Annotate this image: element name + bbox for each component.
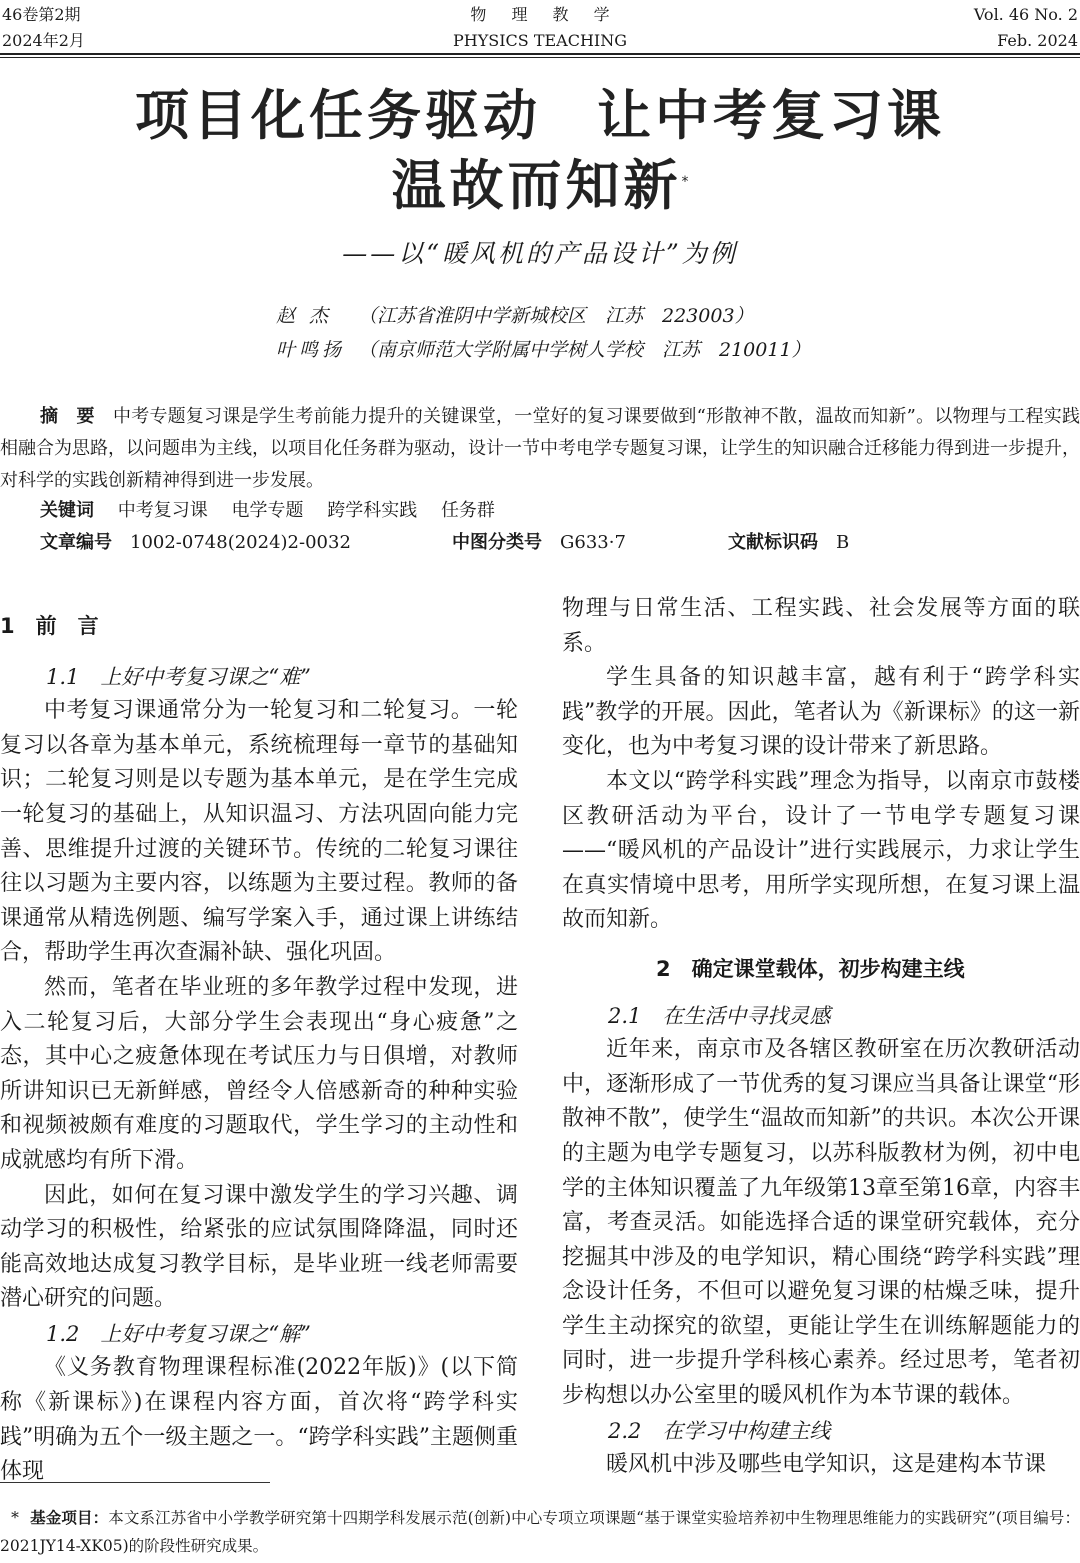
clc-label: 中图分类号 xyxy=(452,532,542,553)
paragraph: 暖风机中涉及哪些电学知识，这是建构本节课 xyxy=(606,1452,1047,1478)
section-2-title: 2 确定课堂载体，初步构建主线 xyxy=(656,956,965,981)
title-line-1 xyxy=(0,84,1080,148)
document-code-label: 文献标识码 xyxy=(728,532,818,553)
author-1 xyxy=(276,302,754,330)
subsection-2-1-title: 2.1 在生活中寻找灵感 xyxy=(608,1003,831,1028)
right-column xyxy=(562,592,1080,1483)
title-part-2: 让中考复习课 xyxy=(597,84,945,147)
title-part-1: 项目化任务驱动 xyxy=(135,84,541,147)
paragraph: 近年来，南京市及各辖区教研室在历次教研活动中，逐渐形成了一节优秀的复习课应当具备让课堂“形散神不散”，使学生“温故而知新”的共识。本次公开课的主题为电学专题复习，以苏科版教材为例，初中电学的主体知识覆盖了九年级第13章至第16章，内容丰富，考查灵活。如能选择合适的课堂研究载体，充分挖掘其中涉及的电学知识，精心围绕“跨学科实践”理念设计任务，不但可以避免复习课的枯燥乏味，提升学生主动探究的欲望，更能让学生在训练解题能力的同时，进一步提升学科核心素养。经过思考，笔者初步构想以办公室里的暖风机作为本节课的载体。 xyxy=(562,1037,1080,1409)
abstract-label: 摘 要 xyxy=(40,406,95,427)
clc-number xyxy=(452,528,626,558)
author-1-affiliation: （江苏省淮阴中学新城校区 江苏 223003） xyxy=(358,305,754,327)
document-code xyxy=(728,528,849,558)
header-rule-thick xyxy=(0,53,1080,55)
subsection-2-2-title: 2.2 在学习中构建主线 xyxy=(608,1418,831,1443)
footnote-text: 本文系江苏省中小学教学研究第十四期学科发展示范(创新)中心专项立项课题“基于课堂实验培养初中生物理思维能力的实践研究”(项目编号：2021JY14-XK05)的阶段性研究成果。 xyxy=(0,1509,1080,1555)
title-note-mark: * xyxy=(681,174,689,190)
author-1-name: 赵 杰 xyxy=(276,305,333,327)
header-rule-thin xyxy=(0,57,1080,58)
footnote xyxy=(0,1504,1080,1560)
title-line-2 xyxy=(0,154,1080,218)
running-header xyxy=(0,0,1080,56)
left-column xyxy=(0,592,518,1490)
keyword-2: 电学专题 xyxy=(231,500,304,521)
title-part-3: 温故而知新 xyxy=(391,154,682,217)
subsection-1-2-title: 1.2 上好中考复习课之“解” xyxy=(46,1321,311,1346)
paragraph: 学生具备的知识越丰富，越有利于“跨学科实践”教学的开展。因此，笔者认为《新课标》的这一新变化，也为中考复习课的设计带来了新思路。 xyxy=(562,665,1080,760)
article-number-label: 文章编号 xyxy=(40,532,112,553)
paragraph: 《义务教育物理课程标准(2022年版)》(以下简称《新课标》)在课程内容方面，首次将“跨学科实践”明确为五个一级主题之一。“跨学科实践”主题侧重体现 xyxy=(0,1355,518,1485)
date-cn: 2024年2月 xyxy=(2,31,85,50)
volume-issue-en: Vol. 46 No. 2 xyxy=(973,5,1078,24)
header-right xyxy=(974,2,1078,54)
paragraph: 中考复习课通常分为一轮复习和二轮复习。一轮复习以各章为基本单元，系统梳理每一章节的基础知识；二轮复习则是以专题为基本单元，是在学生完成一轮复习的基础上，从知识温习、方法巩固向能力完善、思维提升过渡的关键环节。传统的二轮复习课往往以习题为主要内容，以练题为主要过程。教师的备课通常从精选例题、编写学案入手，通过课上讲练结合，帮助学生再次查漏补缺、强化巩固。 xyxy=(0,698,518,966)
keyword-3: 跨学科实践 xyxy=(327,500,418,521)
author-2-name: 叶鸣扬 xyxy=(276,339,346,361)
footnote-mark: * xyxy=(11,1509,19,1527)
volume-issue-cn: 46卷第2期 xyxy=(2,5,81,24)
abstract-text: 中考专题复习课是学生考前能力提升的关键课堂，一堂好的复习课要做到“形散神不散，温故而知新”。以物理与工程实践相融合为思路，以问题串为主线，以项目化任务群为驱动，设计一节中考电学专题复习课，让学生的知识融合迁移能力得到进一步提升，对科学的实践创新精神得到进一步发展。 xyxy=(0,406,1080,491)
paragraph: 因此，如何在复习课中激发学生的学习兴趣、调动学习的积极性，给紧张的应试氛围降降温，同时还能高效地达成复习教学目标，是毕业班一线老师需要潜心研究的问题。 xyxy=(0,1182,518,1312)
keyword-1: 中考复习课 xyxy=(117,500,208,521)
article-number-value: 1002-0748(2024)2-0032 xyxy=(130,532,351,553)
article-number xyxy=(40,528,351,558)
document-code-value: B xyxy=(836,532,850,553)
paragraph: 本文以“跨学科实践”理念为指导，以南京市鼓楼区教研活动为平台，设计了一节电学专题复习课——“暖风机的产品设计”进行实践展示，力求让学生在真实情境中思考，用所学实现所想，在复习课上温故而知新。 xyxy=(562,768,1080,933)
keyword-4: 任务群 xyxy=(440,500,495,521)
keywords xyxy=(40,496,513,526)
header-center xyxy=(0,2,1080,54)
author-2-affiliation: （南京师范大学附属中学树人学校 江苏 210011） xyxy=(358,339,811,361)
section-1-title: 1 前 言 xyxy=(0,614,99,638)
subtitle: ——以“暖风机的产品设计”为例 xyxy=(342,239,738,268)
paragraph: 然而，笔者在毕业班的多年教学过程中发现，进入二轮复习后，大部分学生会表现出“身心疲惫”之态，其中心之疲惫体现在考试压力与日俱增，对教师所讲知识已无新鲜感，曾经令人倍感新奇的种种实验和视频被颇有难度的习题取代，学生学习的主动性和成就感均有所下滑。 xyxy=(0,974,518,1173)
abstract xyxy=(0,401,1080,497)
date-en: Feb. 2024 xyxy=(997,31,1078,50)
journal-name-cn: 物 理 教 学 xyxy=(470,5,620,24)
footnote-rule xyxy=(0,1482,270,1483)
clc-value: G633·7 xyxy=(560,532,626,553)
paragraph: 物理与日常生活、工程实践、社会发展等方面的联系。 xyxy=(562,596,1080,656)
journal-name-en: PHYSICS TEACHING xyxy=(452,31,628,50)
keywords-label: 关键词 xyxy=(40,500,94,521)
footnote-label: 基金项目： xyxy=(30,1509,109,1527)
author-2 xyxy=(276,336,811,364)
subsection-1-1-title: 1.1 上好中考复习课之“难” xyxy=(46,664,311,689)
